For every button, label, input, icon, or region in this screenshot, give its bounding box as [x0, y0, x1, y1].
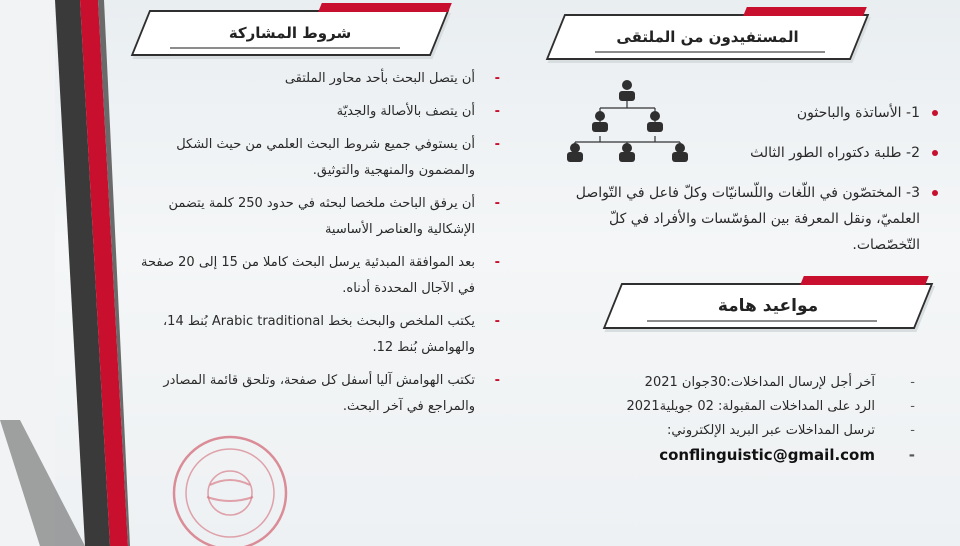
bullet-dash: - [908, 446, 915, 464]
date-text: آخر أجل لإرسال المداخلات:30جوان 2021 [644, 375, 875, 390]
list-item [130, 191, 500, 243]
beneficiary-text: 3- المختصّون في اللّغات واللّسانيّات وكلّ فاعل في التّواصل العلميّ، ونقل المعرفة بين المؤسّسات والأفراد في كلّ التّخصّصات. [575, 185, 920, 253]
list-item [538, 180, 938, 258]
official-stamp-icon [165, 425, 295, 546]
list-item [130, 66, 500, 92]
beneficiary-text: 1- الأساتذة والباحثون [796, 105, 920, 121]
bullet-dash: - [494, 196, 500, 211]
dates-title: مواعيد هامة [717, 296, 819, 316]
list-item [130, 368, 500, 420]
list-item [615, 372, 915, 394]
bullet-dash: - [494, 104, 500, 119]
bullet-dash: - [494, 255, 500, 270]
bullet-dash: - [494, 373, 500, 388]
condition-text: بعد الموافقة المبدئية يرسل البحث كاملا من 15 إلى 20 صفحة في الآجال المحددة أدناه. [141, 255, 475, 296]
beneficiaries-list-wide [538, 180, 938, 272]
conditions-banner [140, 10, 440, 56]
list-item [718, 100, 938, 126]
people-hierarchy-icon [565, 78, 690, 162]
list-item [130, 309, 500, 361]
bullet-dash: - [494, 71, 500, 86]
list-item [130, 132, 500, 184]
condition-text: يكتب الملخص والبحث بخط Arabic traditional بُنط 14، والهوامش بُنط 12. [162, 314, 475, 355]
list-item [615, 420, 915, 442]
dates-list [615, 372, 915, 468]
email-address[interactable]: conflinguistic@gmail.com [659, 446, 875, 464]
conditions-list [130, 66, 500, 427]
condition-text: تكتب الهوامش آليا أسفل كل صفحة، وتلحق قائمة المصادر والمراجع في آخر البحث. [163, 373, 475, 414]
condition-text: أن يرفق الباحث ملخصا لبحثه في حدود 250 كلمة يتضمن الإشكالية والعناصر الأساسية [168, 196, 475, 237]
bullet-dash: - [494, 314, 500, 329]
bullet-dot [932, 110, 938, 116]
beneficiary-text: 2- طلبة دكتوراه الطور الثالث [750, 145, 920, 161]
list-item [130, 99, 500, 125]
list-item [130, 250, 500, 302]
list-item [615, 444, 915, 466]
condition-text: أن يتصف بالأصالة والجديّة [336, 104, 475, 119]
beneficiaries-title: المستفيدون من الملتقى [616, 28, 799, 46]
bullet-dash: - [494, 137, 500, 152]
date-text: ترسل المداخلات عبر البريد الإلكتروني: [667, 423, 875, 438]
bullet-dot [932, 150, 938, 156]
conditions-title: شروط المشاركة [228, 24, 352, 42]
beneficiaries-banner [555, 14, 860, 60]
list-item [718, 140, 938, 166]
dates-banner [612, 283, 924, 329]
bullet-dot [932, 190, 938, 196]
date-text: الرد على المداخلات المقبولة: 02 جويلية2021 [626, 399, 875, 414]
condition-text: أن يتصل البحث بأحد محاور الملتقى [284, 71, 475, 86]
bullet-dash: - [910, 423, 915, 438]
bullet-dash: - [910, 375, 915, 390]
bullet-dash: - [910, 399, 915, 414]
decorative-stripes [0, 0, 130, 546]
beneficiaries-list [718, 100, 938, 180]
condition-text: أن يستوفي جميع شروط البحث العلمي من حيث الشكل والمضمون والمنهجية والتوثيق. [176, 137, 475, 178]
list-item [615, 396, 915, 418]
